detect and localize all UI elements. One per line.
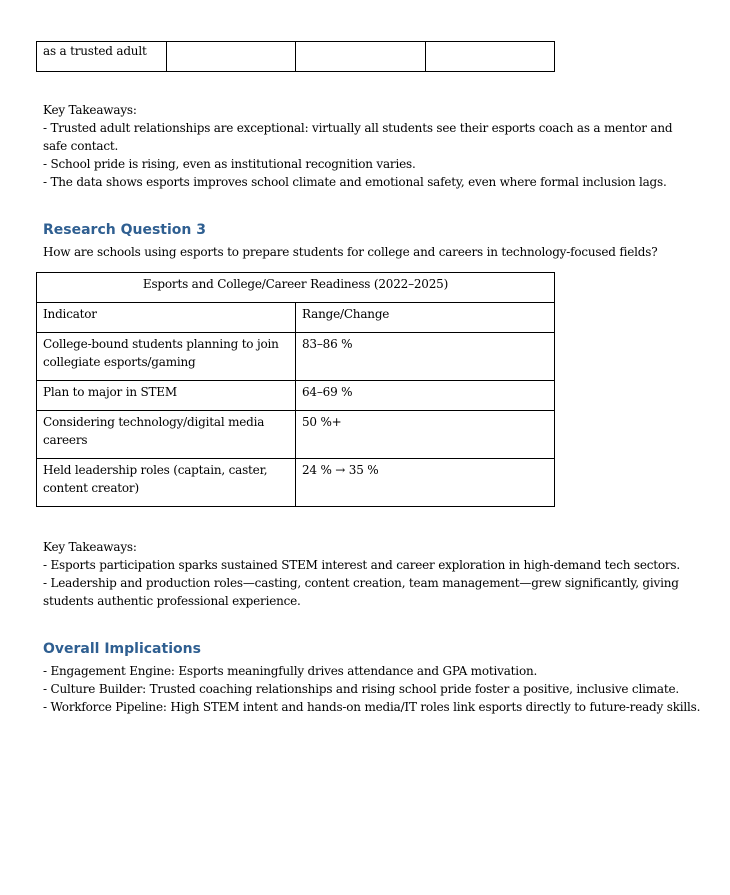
table-row xyxy=(37,333,555,381)
indicator-cell: Considering technology/digital media careers xyxy=(37,411,296,459)
table-cell xyxy=(296,42,425,72)
takeaway-item: - Esports participation sparks sustained STEM interest and career exploration in high-demand tech sectors. xyxy=(43,558,681,572)
takeaway-item: - Leadership and production roles—casting, content creation, team management—grew significantly, giving students authentic professional experience. xyxy=(43,576,679,608)
header-range: Range/Change xyxy=(296,303,555,333)
indicator-cell: College-bound students planning to join collegiate esports/gaming xyxy=(37,333,296,381)
takeaways-heading: Key Takeaways: xyxy=(43,540,137,554)
header-indicator: Indicator xyxy=(37,303,296,333)
takeaway-item: - The data shows esports improves school climate and emotional safety, even where formal inclusion lags. xyxy=(43,175,667,189)
section-heading-implications: Overall Implications xyxy=(43,641,201,657)
implication-item: - Workforce Pipeline: High STEM intent and hands-on media/IT roles link esports directly to future-ready skills. xyxy=(43,700,701,714)
table-row xyxy=(37,459,555,507)
table-row xyxy=(37,411,555,459)
value-cell: 24 % → 35 % xyxy=(296,459,555,507)
value-cell: 50 %+ xyxy=(296,411,555,459)
value-cell: 64–69 % xyxy=(296,381,555,411)
implication-item: - Engagement Engine: Esports meaningfully drives attendance and GPA motivation. xyxy=(43,664,538,678)
takeaway-item: - School pride is rising, even as institutional recognition varies. xyxy=(43,157,416,171)
section-heading-rq3: Research Question 3 xyxy=(43,222,206,238)
table-cell: as a trusted adult xyxy=(37,42,167,72)
table-row xyxy=(37,42,555,72)
takeaway-item: - Trusted adult relationships are exceptional: virtually all students see their esports coach as a mentor and safe contact. xyxy=(43,121,673,153)
table-caption: Esports and College/Career Readiness (2022–2025) xyxy=(37,273,555,303)
indicator-cell: Plan to major in STEM xyxy=(37,381,296,411)
table-header-row xyxy=(37,303,555,333)
implication-item: - Culture Builder: Trusted coaching relationships and rising school pride foster a positive, inclusive climate. xyxy=(43,682,679,696)
research-question-text: How are schools using esports to prepare students for college and careers in technology-focused fields? xyxy=(43,245,658,259)
table-cell xyxy=(425,42,554,72)
table-caption-row xyxy=(37,273,555,303)
takeaways-heading: Key Takeaways: xyxy=(43,103,137,117)
readiness-table xyxy=(36,272,555,507)
table-cell xyxy=(166,42,295,72)
value-cell: 83–86 % xyxy=(296,333,555,381)
trusted-adult-table xyxy=(36,41,555,72)
table-row xyxy=(37,381,555,411)
indicator-cell: Held leadership roles (captain, caster, content creator) xyxy=(37,459,296,507)
